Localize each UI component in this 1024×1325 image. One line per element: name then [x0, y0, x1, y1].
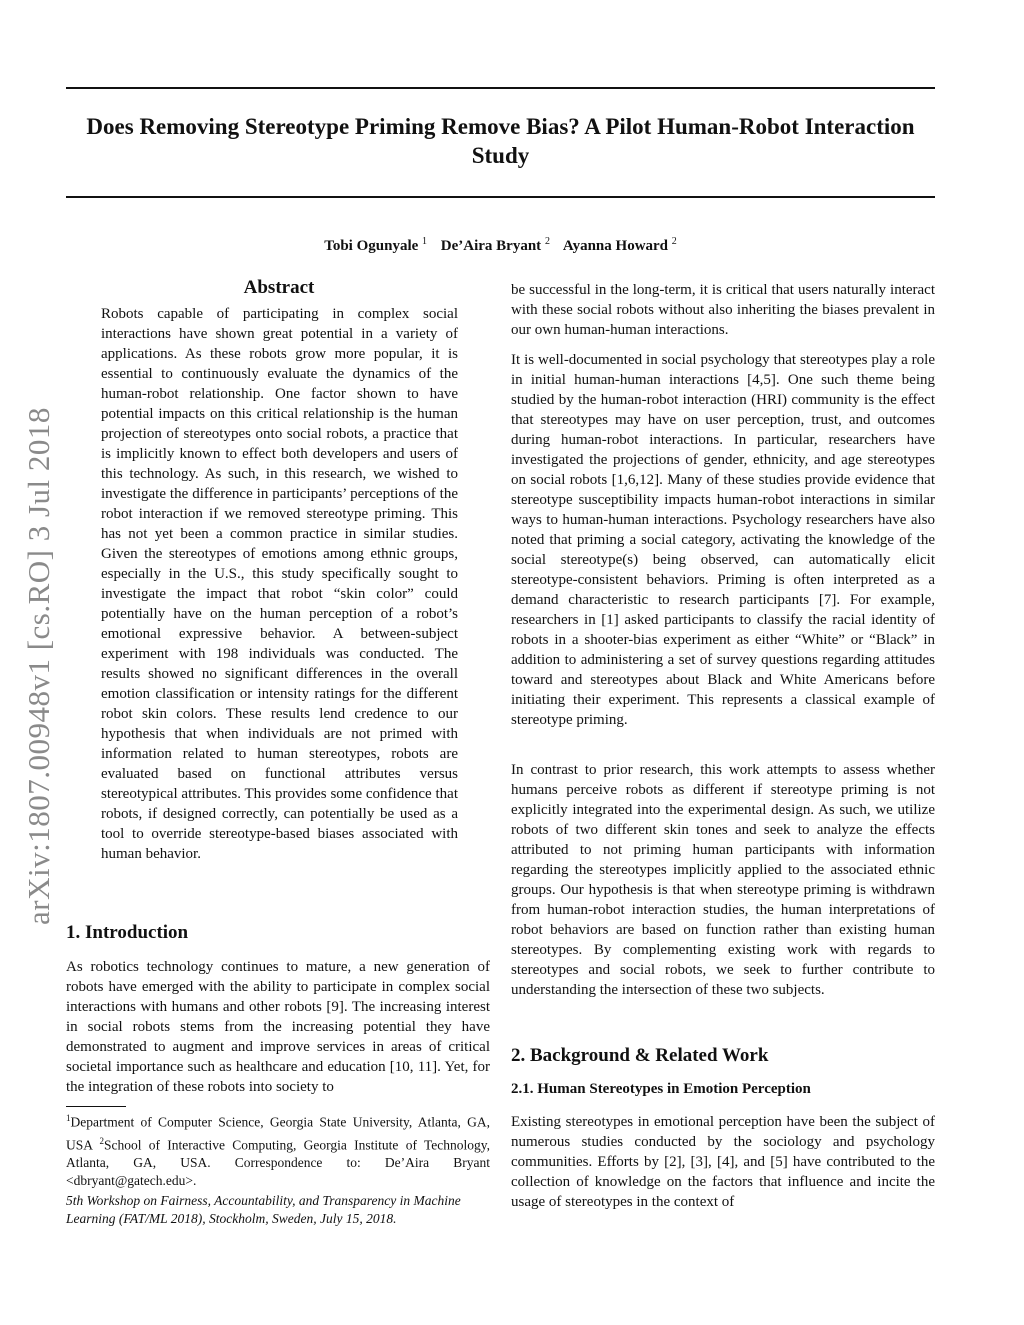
section-heading-introduction: 1. Introduction: [66, 922, 189, 943]
abstract-heading: Abstract: [243, 277, 315, 298]
author-name: Tobi Ogunyale: [324, 238, 419, 254]
body-paragraph: be successful in the long-term, it is critical that users naturally interact with these social robots without also inheriting the biases prevalent in our own human-human interactions.: [511, 282, 935, 338]
body-paragraph: It is well-documented in social psychology that stereotypes play a role in initial human-human interactions [4,5]. One such theme being studied by the human-robot interaction (HRI) community is the effect that stereotypes may have on user perception, trust, and outcomes during human-robot interactions. In particular, researchers have investigated the projections of gender, ethnicity, and age stereotypes on social robots [1,6,12]. Many of these studies provide evidence that stereotype susceptibility impacts human-robot interactions in similar ways to human-human interactions. Psychology researchers have also noted that priming a social category, activating the knowledge of the social stereotype(s) being observed, can automatically elicit stereotype-consistent behaviors. Priming is often interpreted as a demand characteristic to research participants [7]. For example, researchers in [1] asked participants to classify the racial identity of robots in a shooter-bias experiment as either “White” or “Black” in addition to administering a set of survey questions regarding attitudes toward and stereotypes about Black and White Americans before initiating their experiment. This represents a classical example of stereotype priming.: [511, 352, 935, 728]
footnote-rule: [66, 1106, 126, 1107]
author-name: De’Aira Bryant: [440, 238, 542, 254]
abstract-text: Robots capable of participating in complex social interactions have shown great potential in a variety of applications. As these robots grow more popular, it is essential to continuously evaluate the dynamics of the human-robot relationship. One factor shown to have potential impacts on this critical relationship is the human projection of stereotypes onto social robots, a practice that is implicitly known to effect both developers and users of this technology. As such, in this research, we wished to investigate the difference in participants’ perceptions of the robot interaction if we removed stereotype priming. This has not yet been a common practice in similar studies. Given the stereotypes of emotions among ethnic groups, especially in the U.S., this study specifically sought to investigate the impact that robot “skin color” could potentially have on the human perception of a robot’s emotional expressive behavior. A between-subject experiment with 198 individuals was conducted. The results showed no significant differences in the overall emotion classification or intensity ratings for the different robot skin colors. These results lend credence to our hypothesis that when individuals are not primed with information related to human stereotypes, robots are evaluated based on functional attributes versus stereotypical attributes. This provides some confidence that robots, if designed correctly, can potentially be used as a tool to override stereotype-based biases associated with human behavior.: [101, 306, 458, 862]
body-paragraph: In contrast to prior research, this work attempts to assess whether humans perceive robots as different if stereotype priming is not explicitly integrated into the experimental design. As such, we utilize robots of two different skin tones and seek to analyze the effects attributed to not priming human participants with information regarding the stereotypes implicitly applied to the associated ethnic groups. Our hypothesis is that when stereotype priming is withdrawn from human-robot interaction studies, the human interpretations of robot behaviors are based on function rather than existing human stereotypes. By complementing existing work with regards to stereotypes and social robots, we seek to further contribute to understanding the intersection of these two subjects.: [511, 762, 935, 998]
paper-title: Does Removing Stereotype Priming Remove Bias? A Pilot Human-Robot Interaction Study: [86, 114, 915, 168]
author-name: Ayanna Howard: [562, 238, 669, 254]
arxiv-stamp: arXiv:1807.00948v1 [cs.RO] 3 Jul 2018: [21, 407, 56, 925]
intro-paragraph: As robotics technology continues to mature, a new generation of robots have emerged with the ability to participate in complex social interactions with humans and other robots [9]. The increasing interest in social robots stems from the increasing potential they have demonstrated to augment and improve services in areas of critical societal importance such as healthcare and education [10, 11]. Yet, for the integration of these robots into society to: [66, 959, 490, 1095]
section-heading-background: 2. Background & Related Work: [511, 1045, 769, 1066]
author-affil-mark: 1: [422, 236, 428, 247]
author-affil-mark: 2: [671, 236, 677, 247]
author-list: [66, 232, 935, 256]
body-paragraph: Existing stereotypes in emotional perception have been the subject of numerous studies conducted by the sociology and psychology communities. Efforts by [2], [3], [4], and [5] have contributed to the collection of knowledge on the factors that influence and incite the usage of stereotypes in the context of: [511, 1114, 935, 1210]
title-top-rule: [66, 87, 935, 89]
affiliation-footnote: $^1$Department of Computer Science, Georgia State University, Atlanta, GA, USA $^2$School of Interactive Computing, Georgia Institute of Technology, Atlanta, GA, USA. Correspondence to: De’Aira Bryant <dbryant@gatech.edu>.: [66, 1113, 490, 1188]
author-affil-mark: 2: [544, 236, 550, 247]
title-bottom-rule: [66, 196, 935, 198]
subsection-heading: 2.1. Human Stereotypes in Emotion Perception: [511, 1081, 811, 1097]
venue-note: 5th Workshop on Fairness, Accountability, and Transparency in Machine Learning (FAT/ML 2018), Stockholm, Sweden, July 15, 2018.: [66, 1193, 461, 1226]
